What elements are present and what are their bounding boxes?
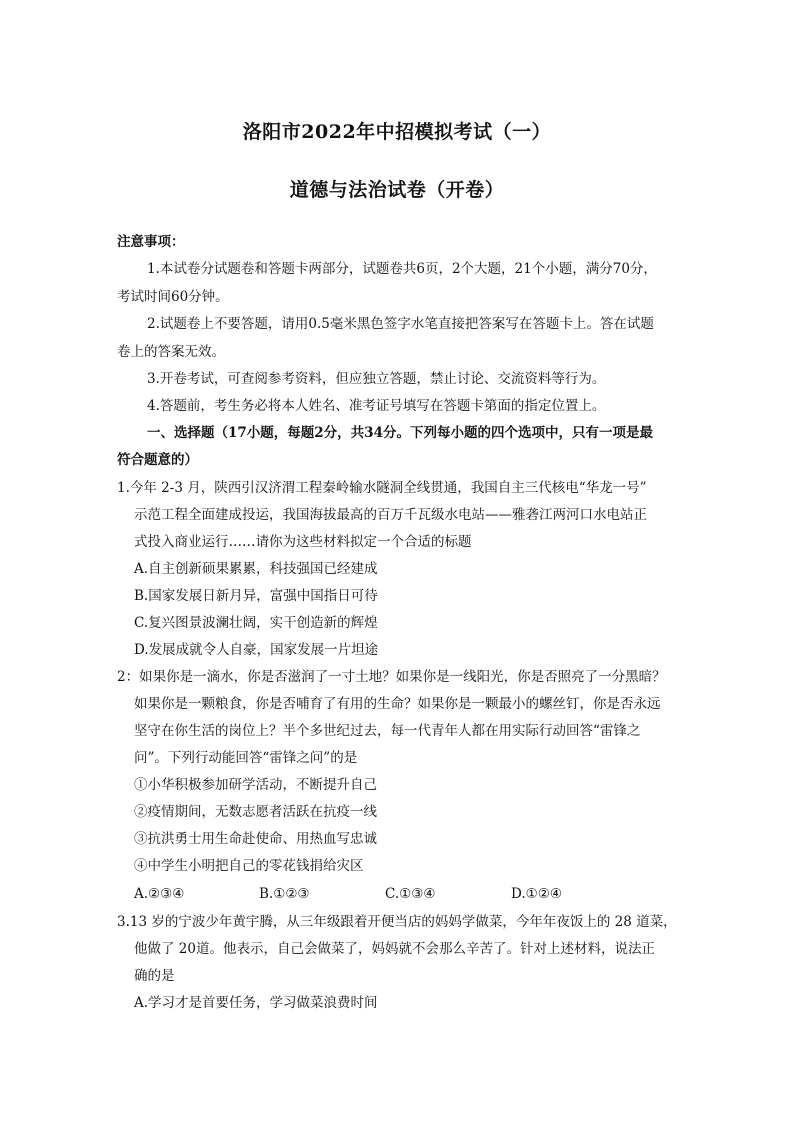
section1-heading-cont: 符合题意的） [117,452,198,468]
notice-line-1: 1.本试卷分试题卷和答题卡两部分，试题卷共6页，2个大题，21个小题，满分70分， [147,261,657,277]
q3-stem-1: 3.13 岁的宁波少年黄宇腾，从三年级跟着开便当店的妈妈学做菜，今年年夜饭上的 28 道菜， [117,914,677,930]
q2-option-a: A.②③④ [134,886,185,902]
q2-stem-3: 坚守在你生活的岗位上？半个多世纪过去，每一代青年人都在用实际行动回答“雷锋之 [134,723,641,739]
q2-stem-4: 问”。下列行动能回答“雷锋之问”的是 [134,750,358,766]
q1-option-c: C.复兴图景波澜壮阔，实干创造新的辉煌 [134,615,378,631]
q2-statement-1: ①小华积极参加研学活动，不断提升自己 [134,777,377,793]
q1-option-d: D.发展成就令人自豪，国家发展一片坦途 [134,642,379,658]
notice-line-2b: 卷上的答案无效。 [117,344,225,360]
q2-option-b: B.①②③ [259,886,310,902]
q1-stem-2: 示范工程全面建成投运，我国海拔最高的百万千瓦级水电站——雅砻江两河口水电站正 [134,507,647,523]
q2-statement-2: ②疫情期间，无数志愿者活跃在抗疫一线 [134,804,377,820]
notice-line-3: 3.开卷考试，可查阅参考资料，但应独立答题，禁止讨论、交流资料等行为。 [147,371,606,387]
q1-option-a: A.自主创新硕果累累，科技强国已经建成 [134,561,378,577]
notice-line-4: 4.答题前，考生务必将本人姓名、准考证号填写在答题卡第面的指定位置上。 [147,398,606,414]
q2-option-c: C.①③④ [385,886,436,902]
q2-statement-4: ④中学生小明把自己的零花钱捐给灾区 [134,858,364,874]
q1-stem-3: 式投入商业运行……请你为这些材料拟定一个合适的标题 [134,534,472,550]
q2-stem-1: 2：如果你是一滴水，你是否滋润了一寸土地？如果你是一线阳光，你是否照亮了一分黑暗？ [117,669,666,685]
exam-title: 洛阳市2022年中招模拟考试（一） [242,121,552,143]
q1-option-b: B.国家发展日新月异，富强中国指日可待 [134,588,378,604]
q2-statement-3: ③抗洪勇士用生命赴使命、用热血写忠诚 [134,831,377,847]
q3-stem-3: 确的是 [134,968,175,984]
notice-line-1b: 考试时间60分钟。 [117,289,229,305]
notice-heading: 注意事项： [117,234,185,250]
q2-stem-2: 如果你是一颗粮食，你是否哺育了有用的生命？如果你是一颗最小的螺丝钉，你是否永远 [134,696,661,712]
section1-heading: 一、选择题（17小题，每题2分，共34分。下列每小题的四个选项中，只有一项是最 [147,425,653,441]
exam-subtitle: 道德与法治试卷（开卷） [289,179,505,201]
q1-stem-1: 1.今年 2-3 月，陕西引汉济渭工程秦岭输水隧洞全线贯通，我国自主三代核电“华龙一号” [117,480,647,496]
notice-line-2: 2.试题卷上不要答题，请用0.5毫米黑色签字水笔直接把答案写在答题卡上。答在试题 [147,316,654,332]
q3-stem-2: 他做了 20道。他表示，自己会做菜了，妈妈就不会那么辛苦了。针对上述材料，说法正 [134,941,655,957]
q2-option-d: D.①②④ [511,886,562,902]
q3-option-a: A.学习才是首要任务，学习做菜浪费时间 [134,995,378,1011]
